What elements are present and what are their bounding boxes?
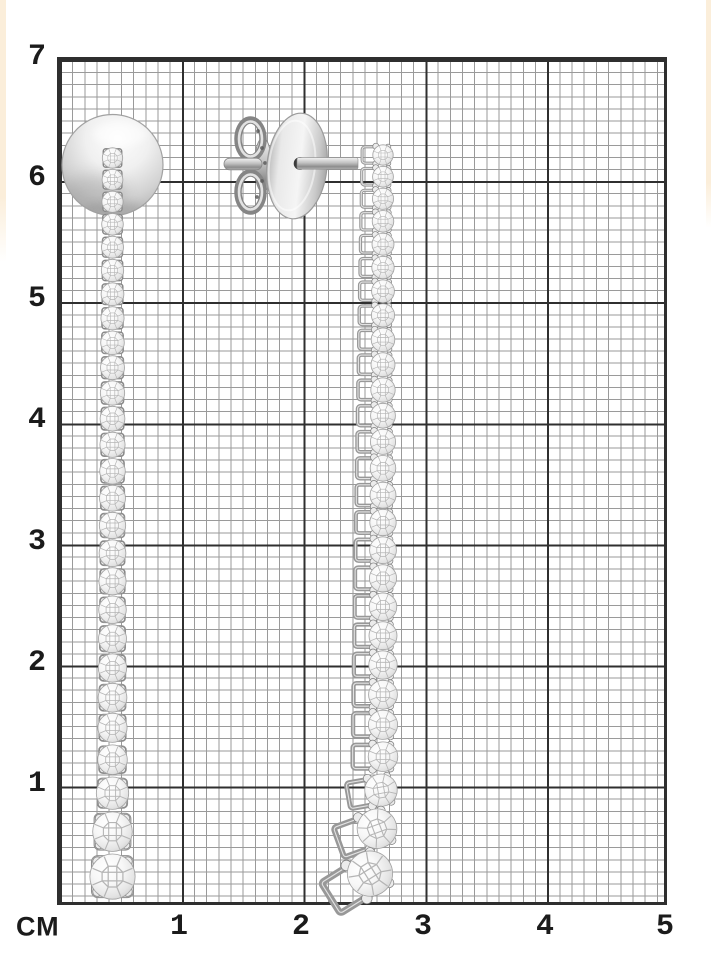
ruler-label-bottom-5: 5 [655, 910, 675, 944]
ruler-label-left-7: 7 [27, 40, 46, 74]
ruler-unit-label: СМ [16, 911, 60, 942]
ruler-label-bottom-1: 1 [169, 910, 189, 944]
photo-edge-tint-left [0, 0, 6, 262]
ruler-label-bottom-3: 3 [413, 910, 433, 944]
graph-paper-grid [57, 57, 667, 905]
ruler-label-bottom-4: 4 [535, 910, 555, 944]
ruler-label-left-4: 4 [27, 403, 46, 437]
ruler-label-left-5: 5 [27, 282, 46, 316]
ruler-label-left-2: 2 [27, 646, 46, 680]
ruler-label-bottom-2: 2 [291, 910, 311, 944]
ruler-label-left-1: 1 [27, 767, 46, 801]
ruler-label-left-3: 3 [27, 525, 46, 559]
photo-edge-tint-right [706, 0, 711, 228]
ruler-label-left-6: 6 [27, 161, 46, 195]
